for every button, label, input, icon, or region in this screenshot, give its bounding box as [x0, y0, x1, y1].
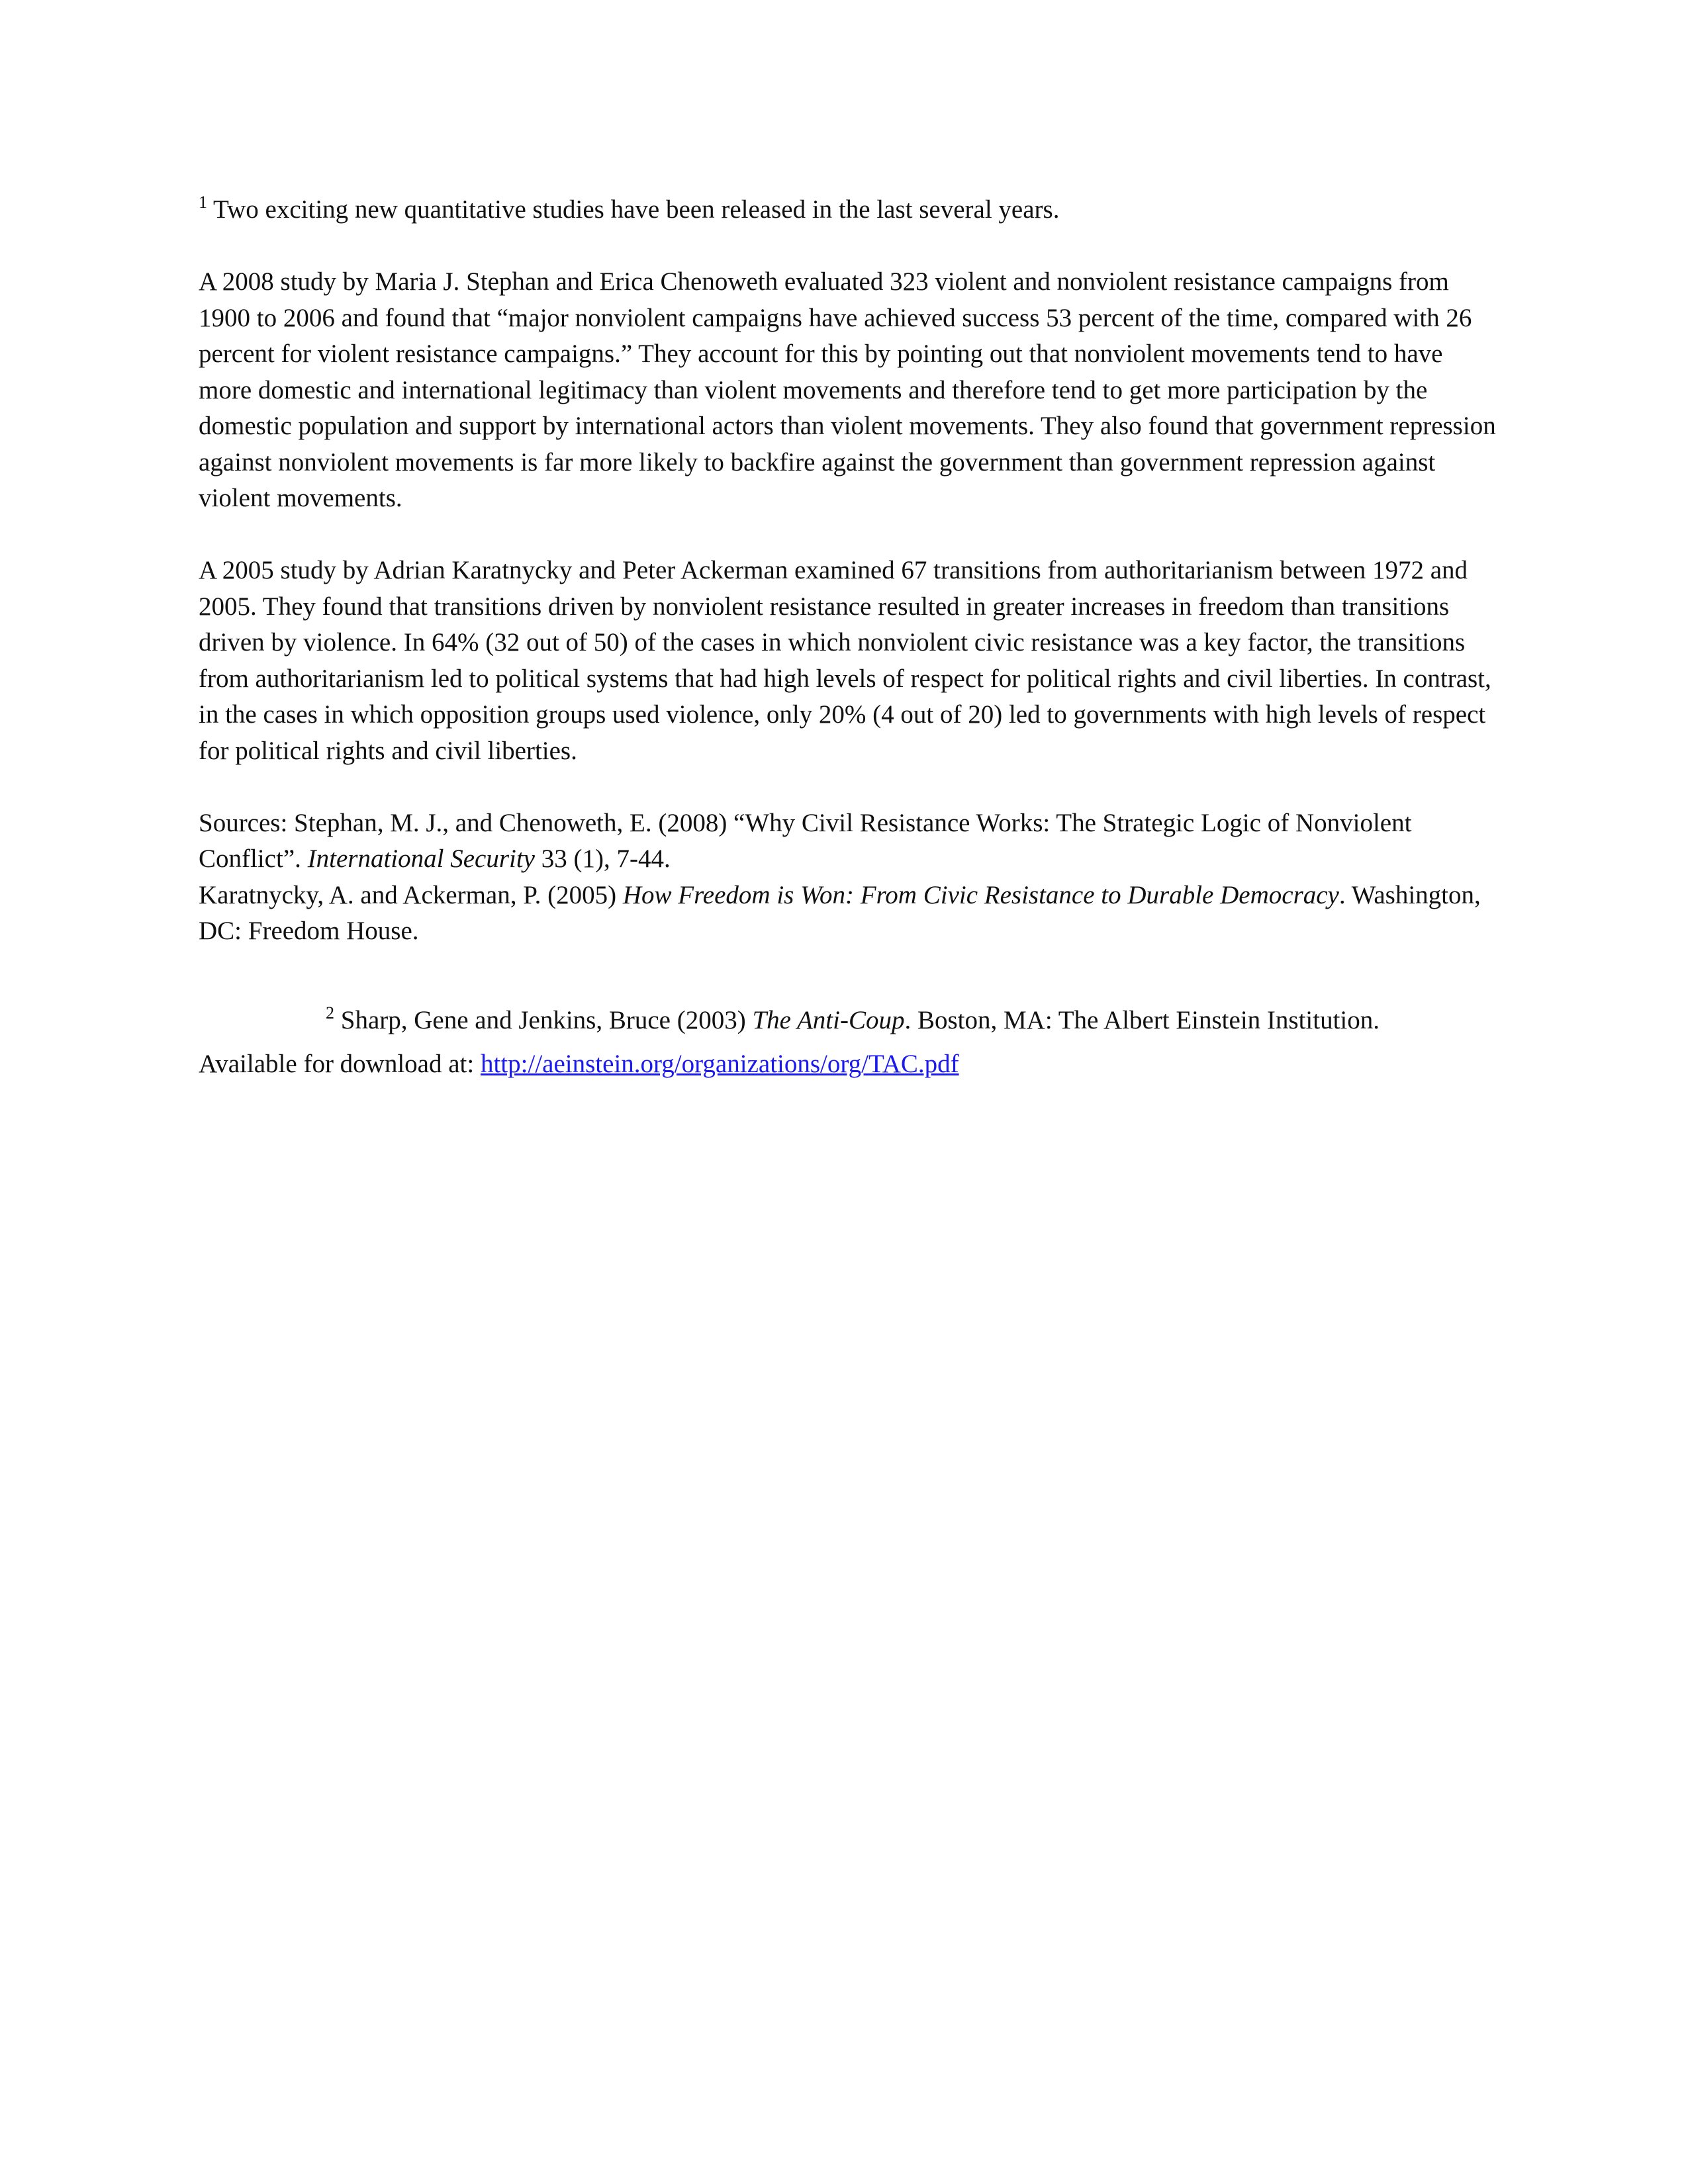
footnote-marker-1: 1 — [199, 193, 207, 212]
download-link[interactable]: http://aeinstein.org/organizations/org/TAC.pdf — [480, 1050, 959, 1078]
document-page — [199, 192, 1496, 1083]
source-1-citation: 33 (1), 7-44. — [535, 844, 671, 873]
paragraph-karatnycky-ackerman: A 2005 study by Adrian Karatnycky and Peter Ackerman examined 67 transitions from authoritarianism between 1972 and 2005. They found that transitions driven by nonviolent resistance resulted in greater increases in freedom than transitions driven by violence. In 64% (32 out of 50) of the cases in which nonviolent civic resistance was a key factor, the transitions from authoritarianism led to political systems that had high levels of respect for political rights and civil liberties. In contrast, in the cases in which opposition groups used violence, only 20% (4 out of 20) led to governments with high levels of respect for political rights and civil liberties. — [199, 556, 1491, 765]
footnote-1-text: Two exciting new quantitative studies have been released in the last several years. — [207, 195, 1060, 224]
download-line — [199, 1046, 1496, 1083]
footnote-2-publisher: . Boston, MA: The Albert Einstein Institution. — [904, 1005, 1380, 1034]
footnote-1 — [199, 192, 1496, 228]
download-label: Available for download at: — [199, 1050, 481, 1078]
source-2-text: Karatnycky, A. and Ackerman, P. (2005) — [199, 880, 623, 909]
source-2-title: How Freedom is Won: From Civic Resistance to Durable Democracy — [622, 880, 1339, 909]
paragraph-stephan-chenoweth: A 2008 study by Maria J. Stephan and Erica Chenoweth evaluated 323 violent and nonviolent resistance campaigns from 1900 to 2006 and found that “major nonviolent campaigns have achieved success 53 percent of the time, compared with 26 percent for violent resistance campaigns.” They account for this by pointing out that nonviolent movements tend to have more domestic and international legitimacy than violent movements and therefore tend to get more participation by the domestic population and support by international actors than violent movements. They also found that government repression against nonviolent movements is far more likely to backfire against the government than government repression against violent movements. — [199, 267, 1496, 512]
footnote-2 — [199, 1003, 1496, 1039]
footnote-2-text: Sharp, Gene and Jenkins, Bruce (2003) — [334, 1005, 753, 1034]
sources-block — [199, 805, 1496, 950]
source-1-journal: International Security — [307, 844, 535, 873]
footnote-2-title: The Anti-Coup — [752, 1005, 905, 1034]
source-1-text: Sources: Stephan, M. J., and Chenoweth, E. (2008) “Why Civil Resistance Works: The Strategic Logic of Nonviolent Conflict”. — [199, 808, 1412, 873]
source-2-publisher: . Washington, DC: Freedom House. — [199, 880, 1481, 945]
footnote-marker-2: 2 — [326, 1003, 334, 1023]
